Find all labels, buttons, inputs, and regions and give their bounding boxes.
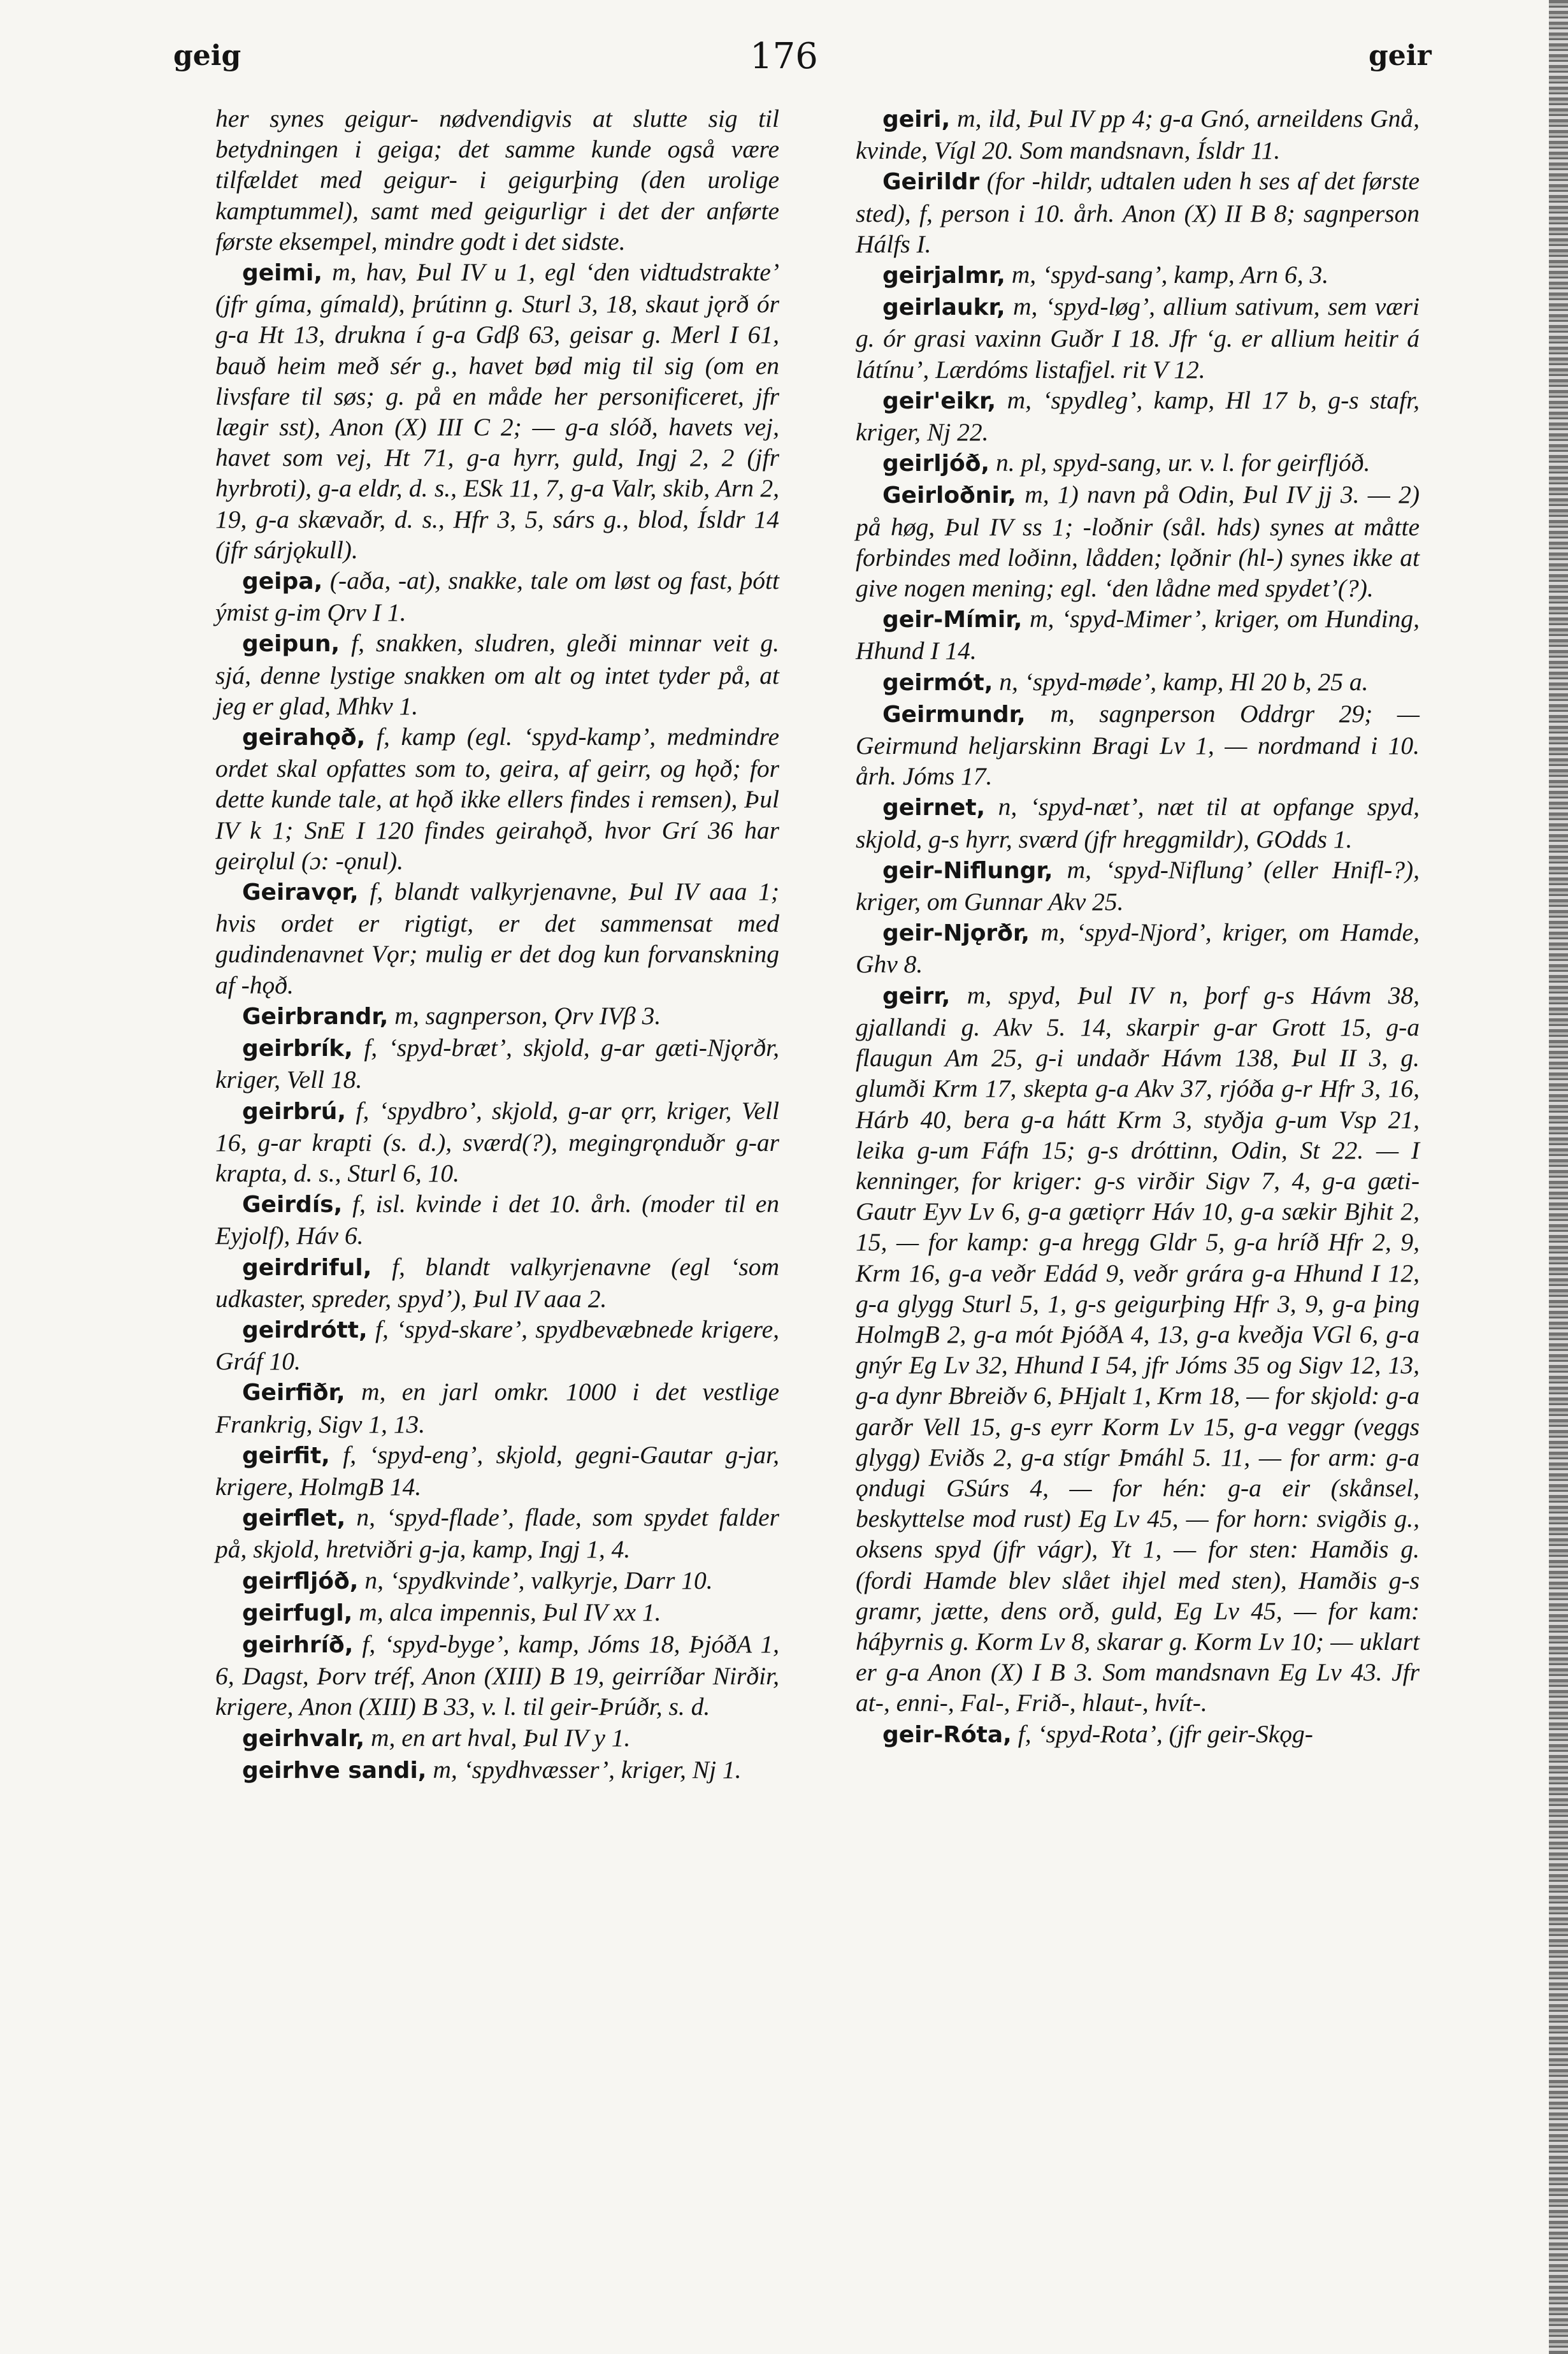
entry-definition: (-aða, -at), snakke, tale om løst og fast, þótt ýmist g-im Ǫrv I 1.: [215, 567, 780, 627]
dictionary-entry: [856, 667, 1420, 698]
right-guideword: geir: [1369, 40, 1432, 72]
dictionary-entry: [215, 628, 779, 721]
entry-definition: m, ‘spyd-Niflung’ (eller Hnifl-?), kriger, om Gunnar Akv 25.: [856, 855, 1420, 916]
entry-definition: m, ild, Þul IV pp 4; g-a Gnó, arneildens Gnå, kvinde, Vígl 20. Som mandsnavn, Ísldr 11.: [856, 105, 1420, 165]
entry-definition: m, ‘spyd-løg’, allium sativum, sem væri g. ór grasi vaxinn Guðr I 18. Jfr ‘g. er allium heitir á látínu’, Lærdóms listafjel. rit V 12.: [856, 292, 1420, 384]
entry-headword: geirjalmr,: [882, 263, 1005, 289]
entry-definition: m, spyd, Þul IV n, þorf g-s Hávm 38, gjallandi g. Akv 5. 14, skarpir g-ar Grott 15, g-a flaugun Am 25, g-i undaðr Hávm 138, Þul II 3, g. glumði Krm 17, skepta g-a Akv 37, rjóða g-r Hfr 3, 16, Hárb 40, bera g-a hátt Krm 3, styðja g-um Vsp 21, leika g-um Fáfn 15; g-s dróttinn, Odin, St 22. — I kenninger, for kriger: g-s virðir Sigv 7, 4, g-a gæti-Gautr Eyv Lv 6, g-a gætiǫrr Háv 10, g-a sækir Bjhit 2, 15, — for kamp: g-a hregg Gldr 5, g-a hríð Hfr 2, 9, Krm 16, g-a veðr Edád 9, veðr grára g-a Hhund I 12, g-a glygg Sturl 5, 1, g-s geigurþing Hfr 3, 9, g-a þing HolmgB 2, g-a mót ÞjóðA 4, 13, g-a kveðja VGl 6, g-a gnýr Eg Lv 32, Hhund I 54, jfr Jóms 35 og Sigv 12, 13, g-a dynr Bbreiðv 6, ÞHjalt 1, Krm 18, — for skjold: g-a garðr Vell 15, g-s eyrr Korm Lv 15, g-a veggr (veggs glygg) Eviðs 2, g-a stígr Þmáhl 5. 11, — for arm: g-a ǫndugi GSúrs 4, — for hén: g-a eir (skånsel, beskyttelse mod rust) Eg Lv 45, — for horn: svigðis g., oksens spyd (jfr vágr), Yt 1, — for sten: Hamðis g. (fordi Hamde blev slået ihjel med sten), Hamðis g-s gramr, jætte, dens orð, guld, Eg Lv 45, — for kam: háþyrnis g. Korm Lv 8, skarar g. Korm Lv 10; — uklart er g-a Anon (X) I B 3. Som mandsnavn Eg Lv 43. Jfr at-, enni-, Fal-, Frið-, hlaut-, hvít-.: [856, 981, 1420, 1717]
entry-headword: geir-Niflungr,: [882, 857, 1053, 884]
entry-definition: n, ‘spyd-næt’, næt til at opfange spyd, skjold, g-s hyrr, sværd (jfr hreggmildr), GOdds 1.: [856, 793, 1420, 853]
entry-headword: geipa,: [242, 568, 323, 595]
entry-headword: geirahǫð,: [242, 725, 366, 751]
entry-headword: geirfugl,: [242, 1599, 353, 1626]
dictionary-entry: [856, 385, 1420, 447]
entry-headword: geirljóð,: [882, 451, 990, 477]
entry-headword: geirmót,: [882, 669, 993, 696]
dictionary-entry: [215, 1252, 779, 1314]
dictionary-entry: [856, 259, 1420, 291]
entry-definition: m, ‘spydhvæsser’, kriger, Nj 1.: [433, 1755, 742, 1784]
entry-headword: geirbrík,: [242, 1036, 353, 1062]
dictionary-entry: [856, 791, 1420, 854]
entry-headword: geirbrú,: [242, 1098, 347, 1125]
entry-headword: geimi,: [242, 260, 323, 287]
dictionary-entry: [215, 1314, 779, 1376]
entry-headword: Geirmundr,: [882, 701, 1026, 728]
entry-headword: geirhve sandi,: [242, 1757, 427, 1784]
dictionary-entry: [215, 257, 779, 565]
entry-definition: m, alca impennis, Þul IV xx 1.: [359, 1598, 661, 1626]
dictionary-entry: [215, 1095, 779, 1189]
dictionary-entry: [215, 1376, 779, 1439]
dictionary-entry: [856, 698, 1420, 792]
page-number: 176: [750, 36, 818, 77]
entry-definition: f, ‘spyd-Rota’, (jfr geir-Skǫg-: [1018, 1719, 1313, 1748]
dictionary-entry: [215, 876, 779, 1000]
entry-definition: f, snakken, sludren, gleði minnar veit g. sjá, denne lystige snakken om alt og intet tyder på, at jeg er glad, Mhkv 1.: [215, 629, 780, 720]
entry-headword: geirlaukr,: [882, 294, 1005, 321]
entry-headword: geiri,: [882, 106, 951, 133]
entry-definition: f, ‘spyd-eng’, skjold, gegni-Gautar g-jar, krigere, HolmgB 14.: [215, 1440, 779, 1501]
entry-headword: geirdriful,: [242, 1254, 372, 1281]
entry-definition: m, en art hval, Þul IV y 1.: [371, 1723, 631, 1752]
entry-headword: geirhvalr,: [242, 1725, 365, 1752]
entry-definition: f, blandt valkyrjenavne, Þul IV aaa 1; hvis ordet er rigtigt, er det sammensat med gudindenavnet Vǫr; mulig er det dog kun forvanskning af -hǫð.: [215, 877, 780, 999]
entry-headword: geirdrótt,: [242, 1317, 368, 1343]
entry-headword: Geiravǫr,: [242, 879, 359, 906]
entry-headword: geirflet,: [242, 1505, 346, 1532]
entry-definition: f, ‘spyd-skare’, spydbevæbnede krigere, Gráf 10.: [215, 1315, 779, 1376]
left-guideword: geig: [173, 40, 241, 72]
entry-definition: (for -hildr, udtalen uden h ses af det første sted), f, person i 10. årh. Anon (X) II B 8; sagnperson Hálfs I.: [856, 167, 1420, 258]
dictionary-entry: [856, 479, 1420, 603]
entry-headword: geirnet,: [882, 795, 986, 821]
entry-headword: Geirfiðr,: [242, 1380, 345, 1406]
dictionary-entry: [856, 291, 1420, 385]
entry-definition: f, ‘spyd-bræt’, skjold, g-ar gæti-Njǫrðr, kriger, Vell 18.: [215, 1034, 780, 1094]
entry-headword: geir-Njǫrðr,: [882, 920, 1030, 947]
dictionary-entry: [856, 917, 1420, 979]
entry-definition: n, ‘spyd-flade’, flade, som spydet falder på, skjold, hretviðri g-ja, kamp, Ingj 1, 4.: [215, 1503, 779, 1564]
entry-headword: geipun,: [242, 631, 340, 658]
entry-definition: m, 1) navn på Odin, Þul IV jj 3. — 2) på høg, Þul IV ss 1; -loðnir (sål. hds) synes at måtte forbindes med loðinn, lådden; lǫðnir (hl-) synes ikke at give nogen mening; egl. ‘den lådne med spydet’(?).: [856, 480, 1420, 603]
entry-headword: geir'eikr,: [882, 387, 996, 414]
entry-definition: f, kamp (egl. ‘spyd-kamp’, medmindre ordet skal opfattes som to, geira, af geirr, og hǫð; for dette kunde tale, at hǫð ikke ellers findes i remsen), Þul IV k 1; SnE I 120 findes geirahǫð, hvor Grí 36 har geirǫlul (ɔ: -ǫnul).: [215, 723, 779, 875]
entry-headword: geirhríð,: [242, 1631, 354, 1658]
dictionary-entry: [856, 166, 1420, 259]
entry-definition: n. pl, spyd-sang, ur. v. l. for geirfljóð.: [995, 449, 1370, 477]
entry-headword: Geirildr: [882, 169, 980, 196]
entry-headword: geirr,: [882, 983, 951, 1009]
dictionary-entry: [215, 1565, 779, 1597]
entry-headword: Geirloðnir,: [882, 482, 1016, 509]
entry-definition: m, ‘spyd-sang’, kamp, Arn 6, 3.: [1011, 261, 1329, 289]
entry-definition: m, en jarl omkr. 1000 i det vestlige Frankrig, Sigv 1, 13.: [215, 1378, 779, 1438]
dictionary-entry: [215, 103, 779, 257]
entry-definition: n, ‘spyd-møde’, kamp, Hl 20 b, 25 a.: [999, 667, 1369, 696]
entry-definition: m, hav, Þul IV u 1, egl ‘den vidtudstrakte’ (jfr gíma, gímald), þrútinn g. Sturl 3, 18, skaut jǫrð ór g-a Ht 13, drukna í g-a Gdβ 63, geisar g. Merl I 61, bauð heim með sér g., havet bød mig til sig (om en livsfare til søs; g. på en måde her personificeret, jfr lægir sst), Anon (X) III C 2; — g-a slóð, havets vej, havet som vej, Ht 71, g-a hyrr, guld, Ingj 2, 2 (jfr hyrbroti), g-a eldr, d. s., ESk 11, 7, g-a Valr, skib, Arn 2, 19, g-a skævaðr, d. s., Hfr 3, 5, sárs g., blod, Ísldr 14 (jfr sárjǫkull).: [215, 258, 779, 564]
dictionary-entry: [215, 1032, 779, 1095]
entry-definition: m, sagnperson, Ǫrv IVβ 3.: [394, 1001, 661, 1030]
entry-headword: geir-Róta,: [882, 1721, 1012, 1748]
entry-definition: f, ‘spyd-byge’, kamp, Jóms 18, ÞjóðA 1, 6, Dagst, Þorv tréf, Anon (XIII) B 19, geirríðar Nirðir, krigere, Anon (XIII) B 33, v. l. til geir-Þrúðr, s. d.: [215, 1629, 779, 1721]
entry-definition: m, sagnperson Oddrgr 29; — Geirmund heljarskinn Bragi Lv 1, — nordmand i 10. årh. Jóms 17.: [856, 699, 1420, 791]
dictionary-entry: [856, 103, 1420, 166]
dictionary-entry: [215, 1722, 779, 1754]
dictionary-entry: [215, 1629, 779, 1722]
dictionary-entry: [856, 1719, 1420, 1751]
dictionary-entry: [215, 1188, 779, 1251]
dictionary-entry: [215, 565, 779, 628]
dictionary-entry: [856, 855, 1420, 917]
right-column: [856, 103, 1420, 1751]
entry-headword: geirfit,: [242, 1442, 330, 1469]
entry-definition: f, ‘spydbro’, skjold, g-ar ǫrr, kriger, Vell 16, g-ar krapti (s. d.), sværd(?), megingrǫnduðr g-ar krapta, d. s., Sturl 6, 10.: [215, 1096, 779, 1187]
entry-definition: f, isl. kvinde i det 10. årh. (moder til en Eyjolf), Háv 6.: [215, 1190, 780, 1250]
dictionary-entry: [215, 1502, 779, 1564]
entry-headword: geirfljóð,: [242, 1568, 359, 1594]
entry-definition: m, ‘spydleg’, kamp, Hl 17 b, g-s stafr, kriger, Nj 22.: [856, 386, 1420, 447]
entry-definition: n, ‘spydkvinde’, valkyrje, Darr 10.: [364, 1566, 713, 1594]
entry-headword: Geirbrandr,: [242, 1003, 389, 1030]
entry-definition: m, ‘spyd-Mimer’, kriger, om Hunding, Hhund I 14.: [856, 605, 1420, 665]
dictionary-entry: [215, 1000, 779, 1032]
dictionary-entry: [215, 1597, 779, 1629]
dictionary-entry: [215, 1754, 779, 1786]
entry-definition: f, blandt valkyrjenavne (egl ‘som udkaster, spreder, spyd’), Þul IV aaa 2.: [215, 1252, 779, 1313]
left-column: [215, 103, 779, 1786]
dictionary-entry: [856, 447, 1420, 479]
dictionary-entry: [215, 721, 779, 876]
entry-headword: geir-Mímir,: [882, 607, 1023, 633]
entry-definition: m, ‘spyd-Njord’, kriger, om Hamde, Ghv 8.: [856, 918, 1420, 979]
entry-definition: her synes geigur- nødvendigvis at slutte sig til betydningen i geiga; det samme kunde også være tilfældet med geigur- i geigurþing (den urolige kamptummel), samt med geigurligr i det der anførte første eksempel, mindre godt i det sidste.: [215, 105, 779, 256]
dictionary-entry: [856, 603, 1420, 666]
dictionary-entry: [856, 980, 1420, 1719]
entry-headword: Geirdís,: [242, 1192, 343, 1218]
page-edge-shadow: [1549, 0, 1568, 2354]
dictionary-entry: [215, 1440, 779, 1502]
